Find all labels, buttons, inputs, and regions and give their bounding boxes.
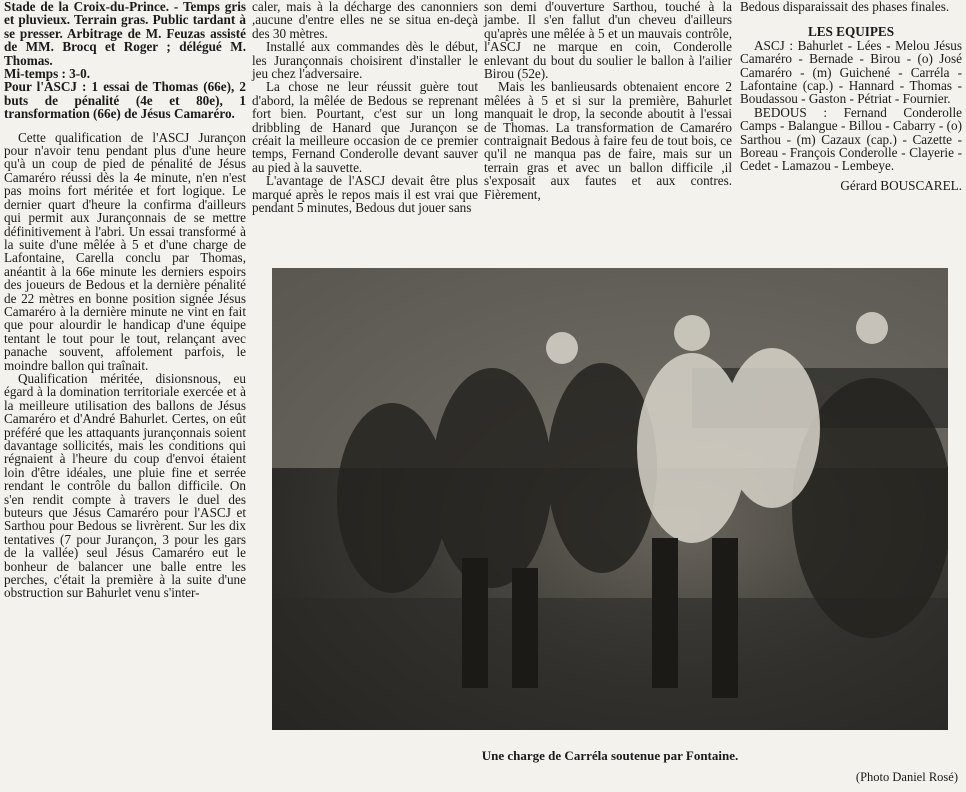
article-paragraph: caler, mais à la décharge des canonniers ,aucune d'entre elles ne se situa en-deçà des 30 mètres. — [252, 0, 478, 41]
bedous-lineup: BEDOUS : Fernand Conderolle Camps - Balangue - Billou - Cabarry - (o) Sarthou - (m) Cazaux (cap.) - Cazette - Boreau - François Conderolle - Clayerie - Cedet - Lamazou - Lembeye. — [740, 104, 962, 174]
article-paragraph: son demi d'ouverture Sarthou, touché à la jambe. Il s'en fallut d'un cheveu d'ailleurs qu'après une mêlée à 5 et un mauvais contrôle, l'ASCJ ne marque en coin, Conderolle enlevant du bout du soulier le ballon à l'ailier Birou (52e). — [484, 0, 732, 82]
teams-heading: LES EQUIPES — [807, 24, 895, 40]
article-column-3 — [484, 0, 732, 201]
article-paragraph: Cette qualification de l'ASCJ Jurançon pour n'avoir tenu pendant plus d'une heure qu'à un coup de pied de pénalité de Jésus Camaréro réussi dès la 4e minute, n'en n'est pas moins fort méritée et fort logique. Le dernier quart d'heure la confirma d'ailleurs qui permit aux Jurançonnais de se mettre définitivement à l'abri. Un essai transformé à la suite d'une mêlée à 5 et d'une charge de Lafontaine, Carella conclu par Thomas, anéantit à la 66e minute les derniers espoirs des joueurs de Bedous et la dernière pénalité de 22 mètres en bonne position signée Jésus Camaréro à la dernière minute ne vint en fait que pour alourdir le handicap d'une équipe tentant le tout pour le tout, relançant avec panache souvent, affolement parfois, le moindre ballon qui traînait. — [4, 129, 246, 373]
article-paragraph: Installé aux commandes dès le début, les Jurançonnais choisirent d'installer le jeu chez l'adversaire. — [252, 39, 478, 82]
half-time-score: Mi-temps : 3-0. — [4, 66, 91, 82]
article-column-4 — [740, 0, 962, 192]
photo-credit: (Photo Daniel Rosé) — [855, 770, 958, 784]
rugby-scrum-illustration — [272, 268, 948, 730]
ascj-scoring: Pour l'ASCJ : 1 essai de Thomas (66e), 2 buts de pénalité (4e et 80e), 1 transformation (66e) de Jésus Camaréro. — [4, 79, 246, 122]
ascj-lineup: ASCJ : Bahurlet - Lées - Melou Jésus Camaréro - Bernade - Birou - (o) José Camaréro - (m) Guichené - Carréla - Lafontaine (cap.) - Hannard - Thomas - Boudassou - Gaston - Pétriat - Fournier. — [740, 37, 962, 107]
photo-caption: Une charge de Carréla soutenue par Fontaine. — [481, 748, 739, 763]
match-photo — [272, 268, 948, 730]
article-paragraph: Mais les banlieusards obtenaient encore 2 mêlées à 5 et si sur la première, Bahurlet manquait le drop, la seconde aboutit à l'essai de Thomas. La transformation de Camaréro contraignait Bedous à faire feu de tout bois, ce qu'il ne manqua pas de faire, mais sur un terrain gras et avec un ballon difficile ,il s'exposait aux fautes et aux contres. Fièrement, — [484, 79, 732, 202]
article-paragraph: Qualification méritée, disionsnous, eu égard à la domination territoriale exercée et à la meilleure utilisation des ballons de Jésus Camaréro et d'André Bahurlet. Certes, on eût préféré que les attaquants jurançonnais soient davantage sollicités, mais les conditions qui régnaient à l'heure du coup d'envoi étaient loin d'être idéales, une pluie fine et serrée rendant le contrôle du ballon difficile. On s'en rendit compte à travers le duel des buteurs que Jésus Camaréro pour l'ASCJ et Sarthou pour Bedous se livrèrent. Sur les dix tentatives (7 pour Jurançon, 3 pour les gars de la vallée) seul Jésus Camaréro eut le bonheur de balancer une balle entre les perches, c'était la première à la suite d'une obstruction sur Bahurlet venu s'inter- — [4, 370, 246, 601]
article-column-1 — [4, 0, 246, 600]
article-paragraph: L'avantage de l'ASCJ devait être plus marqué après le repos mais il est vrai que pendant 5 minutes, Bedous dut jouer sans — [252, 173, 478, 216]
article-paragraph: Bedous disparaissait des phases finales. — [740, 0, 950, 14]
author-signature: Gérard BOUSCAREL. — [840, 177, 962, 193]
article-paragraph: La chose ne leur réussit guère tout d'abord, la mêlée de Bedous se reprenant fort bien. Pourtant, c'est sur un long dribbling de Hanard que Jurançon se créait la meilleure occasion de ce premier temps, Fernand Conderolle devant sauver au pied à la sauvette. — [252, 79, 478, 175]
match-header: Stade de la Croix-du-Prince. - Temps gris et pluvieux. Terrain gras. Public tardant à se presser. Arbitrage de M. Feuzas assisté de MM. Brocq et Roger ; délégué M. Thomas. — [4, 0, 247, 68]
article-column-2 — [252, 0, 478, 215]
